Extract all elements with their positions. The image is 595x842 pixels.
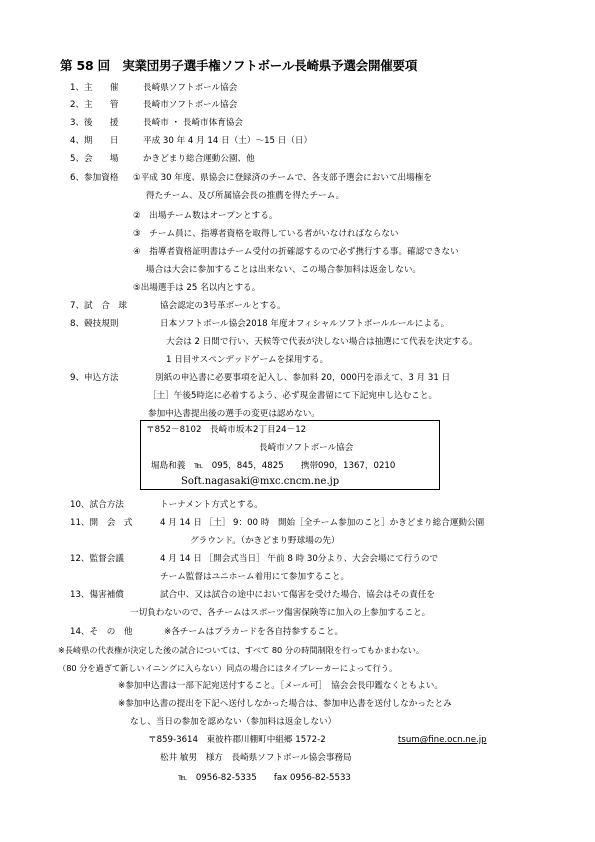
- contact-person: 堀島和義 ℡ 095，845，4825 携帯090，1367，0210: [151, 461, 396, 471]
- item-value: かきどまり総合運動公園、他: [143, 154, 255, 164]
- contact-address: 〒852－8102 長崎市坂本2丁目24－12: [146, 425, 307, 435]
- item-label: 2、主 管: [70, 100, 119, 110]
- meeting-line: チーム監督はユニホーム着用にて参加すること。: [160, 572, 350, 582]
- qualification-line: ⑤出場選手は 25 名以内とする。: [133, 283, 261, 293]
- note-line: （80 分を過ぎて新しいイニングに入らない）同点の場合にはタイブレーカーによって行う。: [58, 663, 398, 673]
- qualification-line: ④ 指導者資格証明書はチーム受付の折確認するので必ず携行する事。確認できない: [133, 247, 459, 257]
- note-line: ※参加申込書は一部下記宛送付すること。［メール可］ 協会会長印鑑なくともよい。: [118, 681, 443, 691]
- item-value: 平成 30 年 4 月 14 日（土）～15 日（日）: [143, 136, 313, 146]
- footer-phone: ℡ 0956-82-5335 fax 0956-82-5533: [178, 773, 351, 783]
- apply-line: 参加申込書提出後の選手の変更は認めない。: [148, 409, 320, 419]
- qualification-label: 6、参加資格: [70, 173, 119, 183]
- rules-line: 大会は 2 日間で行い、天候等で代表が決しない場合は抽選にて代表を決定する。: [166, 337, 478, 347]
- ball-label: 7、試 合 球: [70, 301, 128, 311]
- note-line: なし、当日の参加を認めない（参加料は返金しない）: [130, 717, 337, 727]
- item-value: 長崎市 ・ 長崎市体育協会: [143, 118, 243, 128]
- contact-org: 長崎市ソフトボール協会: [259, 443, 354, 453]
- footer-address: 〒859-3614 東彼杵郡川棚町中組郷 1572-2: [148, 735, 326, 745]
- insurance-line: 試合中、又は試合の途中において傷害を受けた場合、協会はその責任を: [160, 590, 436, 600]
- contact-box: [140, 420, 440, 490]
- insurance-line: 一切負わないので、各チームはスポーツ傷害保険等に加入の上参加すること。: [130, 608, 431, 618]
- item-label: 4、期 日: [70, 136, 119, 146]
- qualification-line: ② 出場チーム数はオープンとする。: [133, 211, 278, 221]
- note-line: ※長崎県の代表権が決定した後の試合については、すべて 80 分の時間制限を行ってもかまわない。: [58, 645, 425, 655]
- footer-email-link[interactable]: tsum@fine.ocn.ne.jp: [398, 735, 487, 745]
- meeting-label: 12、監督会議: [70, 554, 124, 564]
- note-line: ※参加申込書の提出を下記へ送付しなかった場合は、参加申込書を送付しなかったとみ: [118, 699, 452, 709]
- item-label: 3、後 援: [70, 118, 119, 128]
- other-label: 14、そ の 他: [70, 627, 133, 637]
- apply-line: ［土］午後5時迄に必着するよう、必ず現金書留にて下記宛申し込むこと。: [148, 391, 438, 401]
- qualification-line: ①平成 30 年度、県協会に登録済のチームで、各支部予選会において出場権を: [133, 173, 432, 183]
- format-value: トーナメント方式とする。: [160, 500, 263, 510]
- item-value: 長崎県ソフトボール協会: [143, 83, 238, 93]
- item-label: 1、主 催: [70, 83, 119, 93]
- opening-label: 11、開 会 式: [70, 518, 133, 528]
- insurance-label: 13、傷害補償: [70, 590, 124, 600]
- contact-email[interactable]: Soft.nagasaki@mxc.cncm.ne.jp: [181, 476, 340, 487]
- qualification-line: ③ チーム員に、指導者資格を取得している者がいなければならない: [133, 229, 399, 239]
- apply-label: 9、申込方法: [70, 373, 119, 383]
- qualification-line: 得たチーム、及び所属協会長の推薦を得たチーム。: [146, 191, 345, 201]
- meeting-line: 4 月 14 日 ［開会式当日］ 午前 8 時 30分より、大会会場にて行うので: [160, 554, 439, 564]
- item-value: 長崎市ソフトボール協会: [143, 100, 238, 110]
- rules-line: 日本ソフトボール協会2018 年度オフィシャルソフトボールルールによる。: [160, 319, 450, 329]
- apply-line: 別紙の申込書に必要事項を記入し、参加料 20，000円を添えて、3 月 31 日: [155, 373, 451, 383]
- rules-label: 8、競技規則: [70, 319, 119, 329]
- rules-line: 1 日目サスペンデッドゲームを採用する。: [166, 355, 329, 365]
- item-label: 5、会 場: [70, 154, 119, 164]
- opening-line: 4 月 14 日 ［土］ 9：00 時 開始［全チーム参加のこと］かきどまり総合運動公園: [160, 518, 485, 528]
- format-label: 10、試合方法: [70, 500, 124, 510]
- other-value: ※各チームはプラカードを各自持参すること。: [164, 627, 344, 637]
- qualification-line: 場合は大会に参加することは出来ない、この場合参加料は返金しない。: [146, 265, 422, 275]
- footer-names: 松井 敏男 様方 長崎県ソフトボール協会事務局: [160, 753, 352, 763]
- ball-value: 協会認定の3号革ボールとする。: [160, 301, 286, 311]
- page-title: 第 58 回 実業団男子選手権ソフトボール長崎県予選会開催要項: [60, 58, 418, 73]
- opening-line: グラウンド。（かきどまり野球場の先）: [190, 536, 340, 546]
